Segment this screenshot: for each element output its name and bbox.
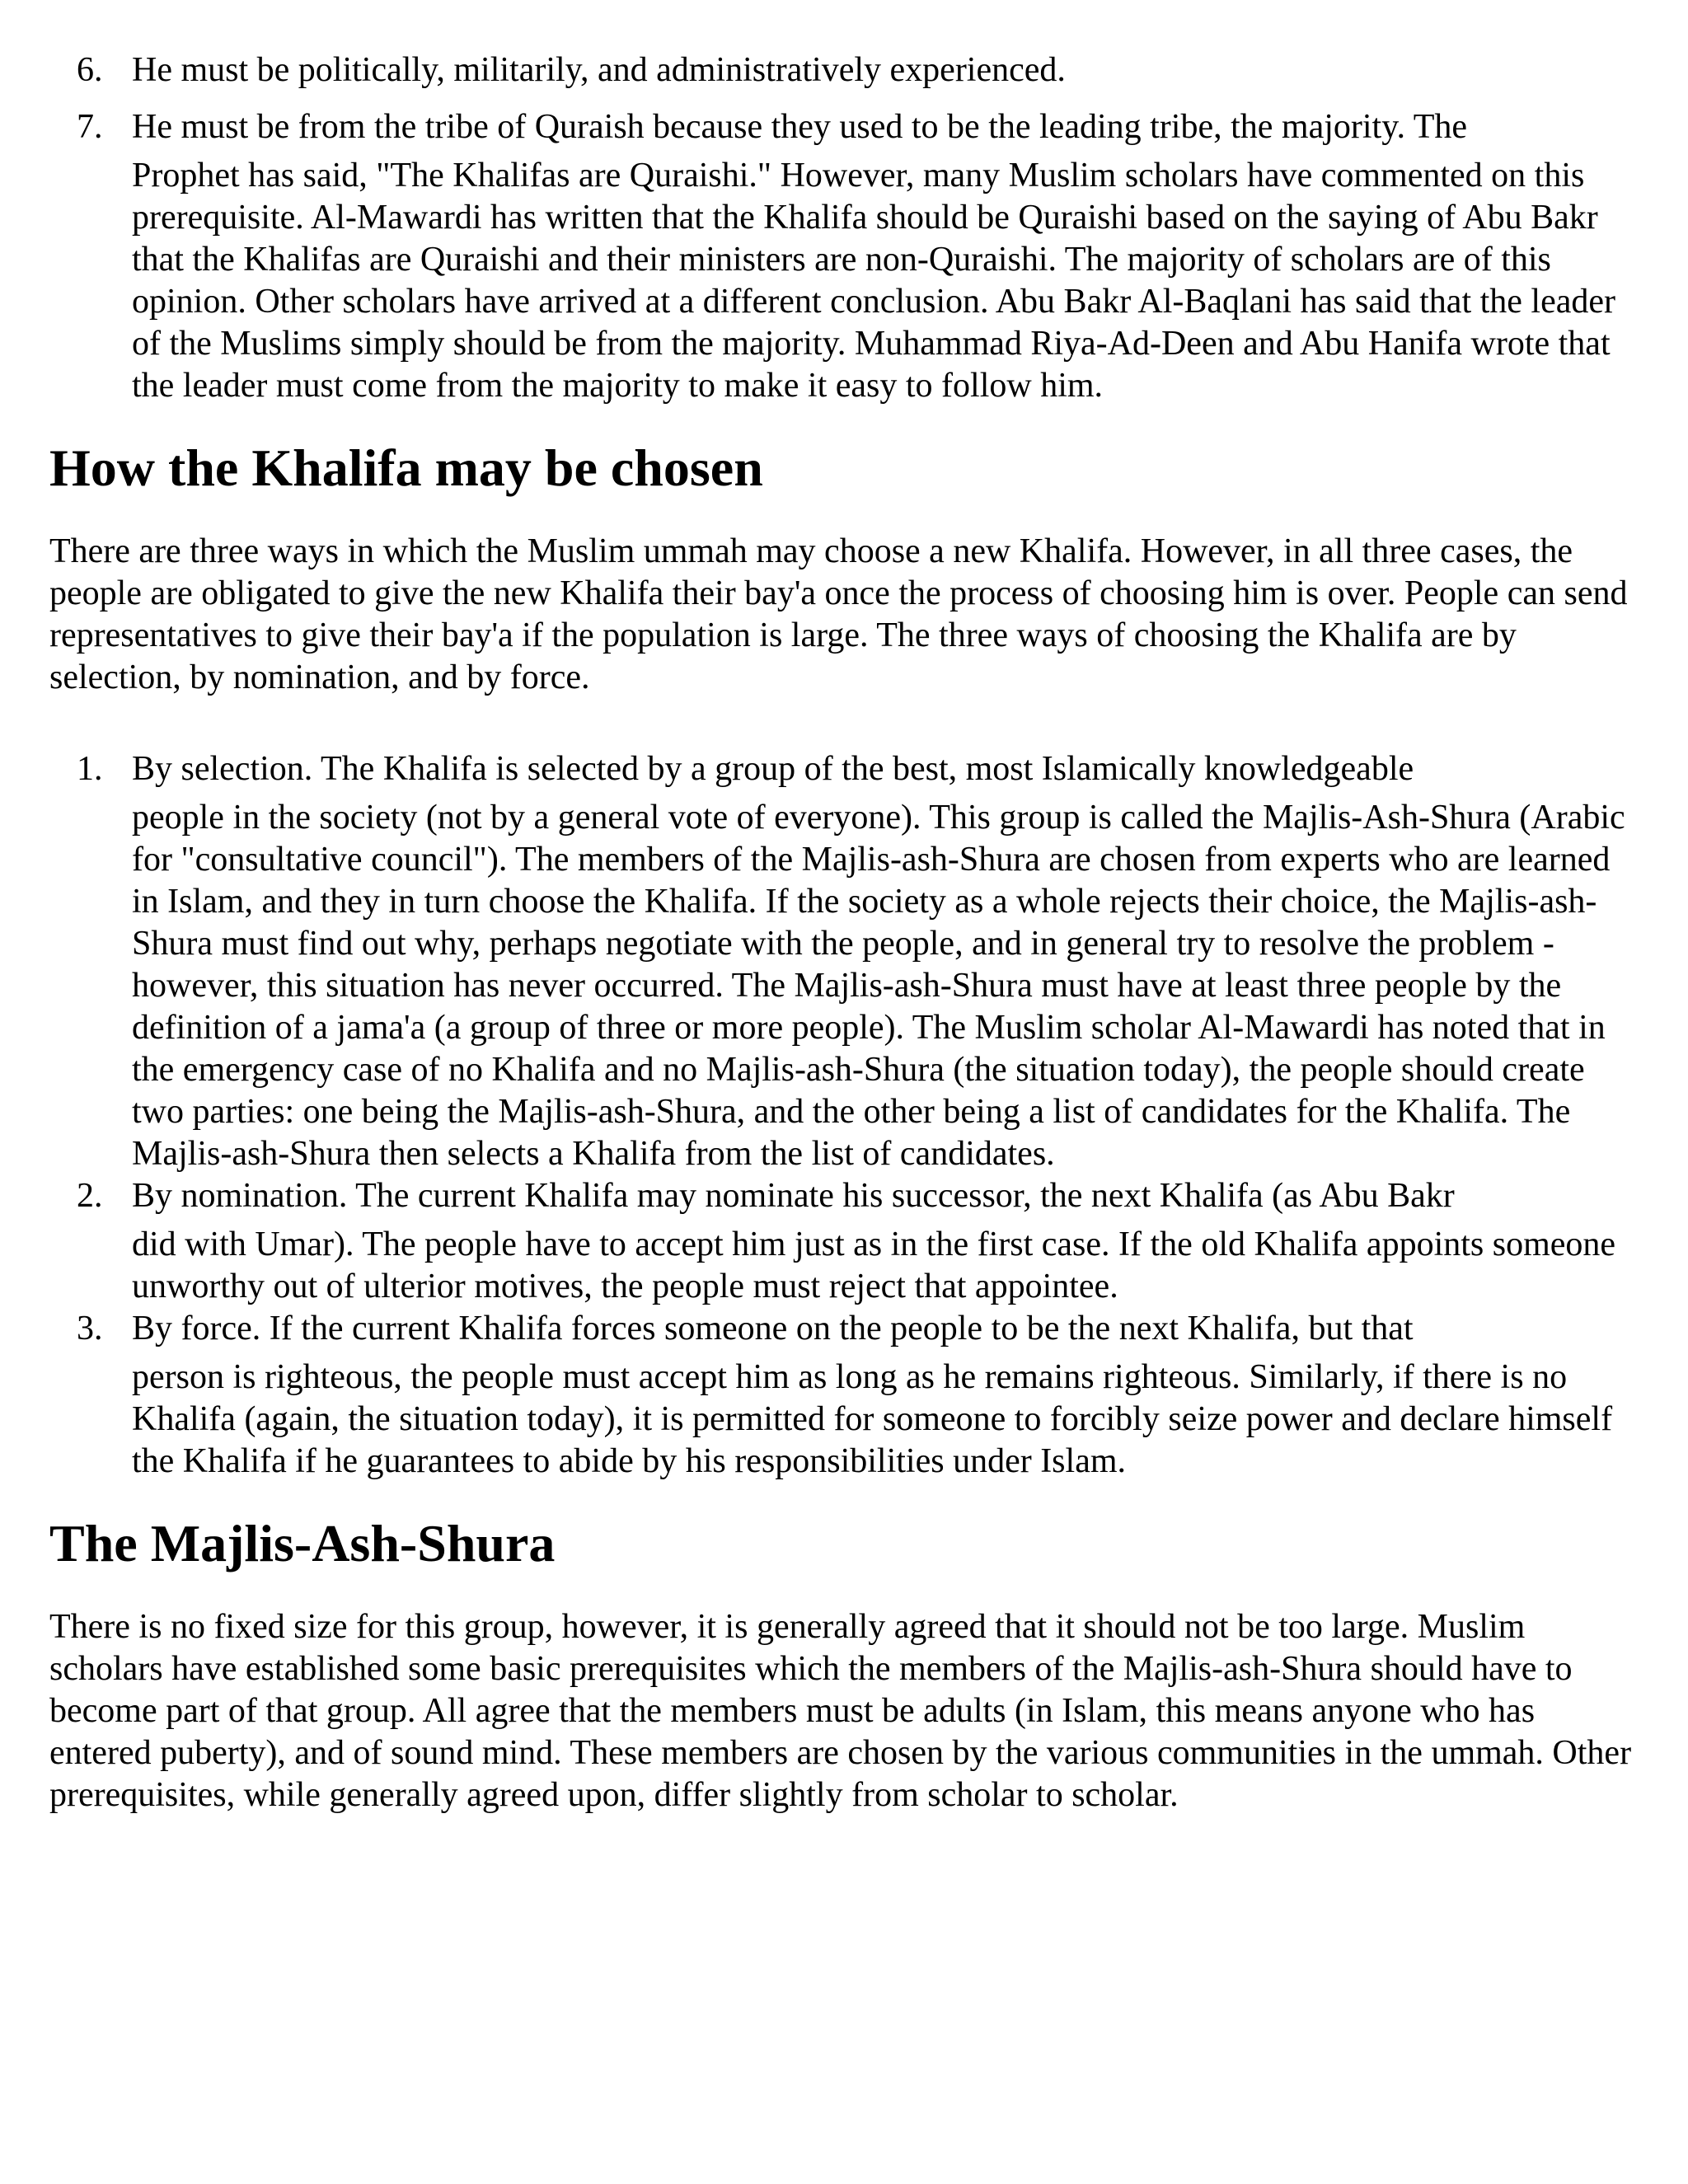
majlis-paragraph: There is no fixed size for this group, however, it is generally agreed that it should not be too large. Muslim scholars have established some basic prerequisites which the members of the Majlis-ash-Shura should have to become part of that group. All agree that the members must be adults (in Islam, this means anyone who has entered puberty), and of sound mind. These members are chosen by the various communities in the ummah. Other prerequisites, while generally agreed upon, differ slightly from scholar to scholar. [49,1608,1632,1814]
prerequisites-list [49,49,1632,407]
list-item-first-line: He must be politically, militarily, and administratively experienced. [132,51,1066,89]
list-item-first-line: By force. If the current Khalifa forces someone on the people to be the next Khalifa, but that [132,1310,1414,1347]
section-intro-paragraph: There are three ways in which the Muslim ummah may choose a new Khalifa. However, in all three cases, the people are obligated to give the new Khalifa their bay'a once the process of choosing him is over. People can send representatives to give their bay'a if the population is large. The three ways of choosing the Khalifa are by selection, by nomination, and by force. [49,532,1628,696]
list-item-text: did with Umar). The people have to accept him just as in the first case. If the old Khalifa appoints someone unworthy out of ulterior motives, the people must reject that appointee. [132,1226,1616,1305]
list-item-first-line: By selection. The Khalifa is selected by a group of the best, most Islamically knowledgeable [132,750,1414,788]
list-item [49,748,1632,1175]
section-heading-majlis: The Majlis-Ash-Shura [49,1514,556,1572]
ways-list [49,748,1632,1483]
list-item-first-line: By nomination. The current Khalifa may nominate his successor, the next Khalifa (as Abu Bakr [132,1177,1455,1215]
document-page [49,49,1632,1816]
list-item-text: Prophet has said, "The Khalifas are Quraishi." However, many Muslim scholars have commented on this prerequisite. Al-Mawardi has written that the Khalifa should be Quraishi based on the saying of Abu Bakr that the Khalifas are Quraishi and their ministers are non-Quraishi. The majority of scholars are of this opinion. Other scholars have arrived at a different conclusion. Abu Bakr Al-Baqlani has said that the leader of the Muslims simply should be from the majority. Muhammad Riya-Ad-Deen and Abu Hanifa wrote that the leader must come from the majority to make it easy to follow him. [132,157,1616,405]
list-item [49,106,1632,407]
list-item-number: 3. [77,1310,103,1347]
list-item [49,49,1632,91]
list-item-number: 6. [77,51,103,89]
list-item-text: people in the society (not by a general vote of everyone). This group is called the Majlis-Ash-Shura (Arabic for "consultative council"). The members of the Majlis-ash-Shura are chosen from experts who are learned in Islam, and they in turn choose the Khalifa. If the society as a whole rejects their choice, the Majlis-ash-Shura must find out why, perhaps negotiate with the people, and in general try to resolve the problem - however, this situation has never occurred. The Majlis-ash-Shura must have at least three people by the definition of a jama'a (a group of three or more people). The Muslim scholar Al-Mawardi has noted that in the emergency case of no Khalifa and no Majlis-ash-Shura (the situation today), the people should create two parties: one being the Majlis-ash-Shura, and the other being a list of candidates for the Khalifa. The Majlis-ash-Shura then selects a Khalifa from the list of candidates. [132,799,1625,1173]
list-item-text: person is righteous, the people must accept him as long as he remains righteous. Similarly, if there is no Khalifa (again, the situation today), it is permitted for someone to forcibly seize power and declare himself the Khalifa if he guarantees to abide by his responsibilities under Islam. [132,1358,1613,1480]
list-item-number: 7. [77,108,103,146]
list-item-number: 1. [77,750,103,788]
list-item [49,1308,1632,1483]
list-item [49,1175,1632,1308]
list-item-number: 2. [77,1177,103,1215]
section-heading-choosing: How the Khalifa may be chosen [49,438,763,497]
list-item-first-line: He must be from the tribe of Quraish because they used to be the leading tribe, the majority. The [132,108,1468,146]
